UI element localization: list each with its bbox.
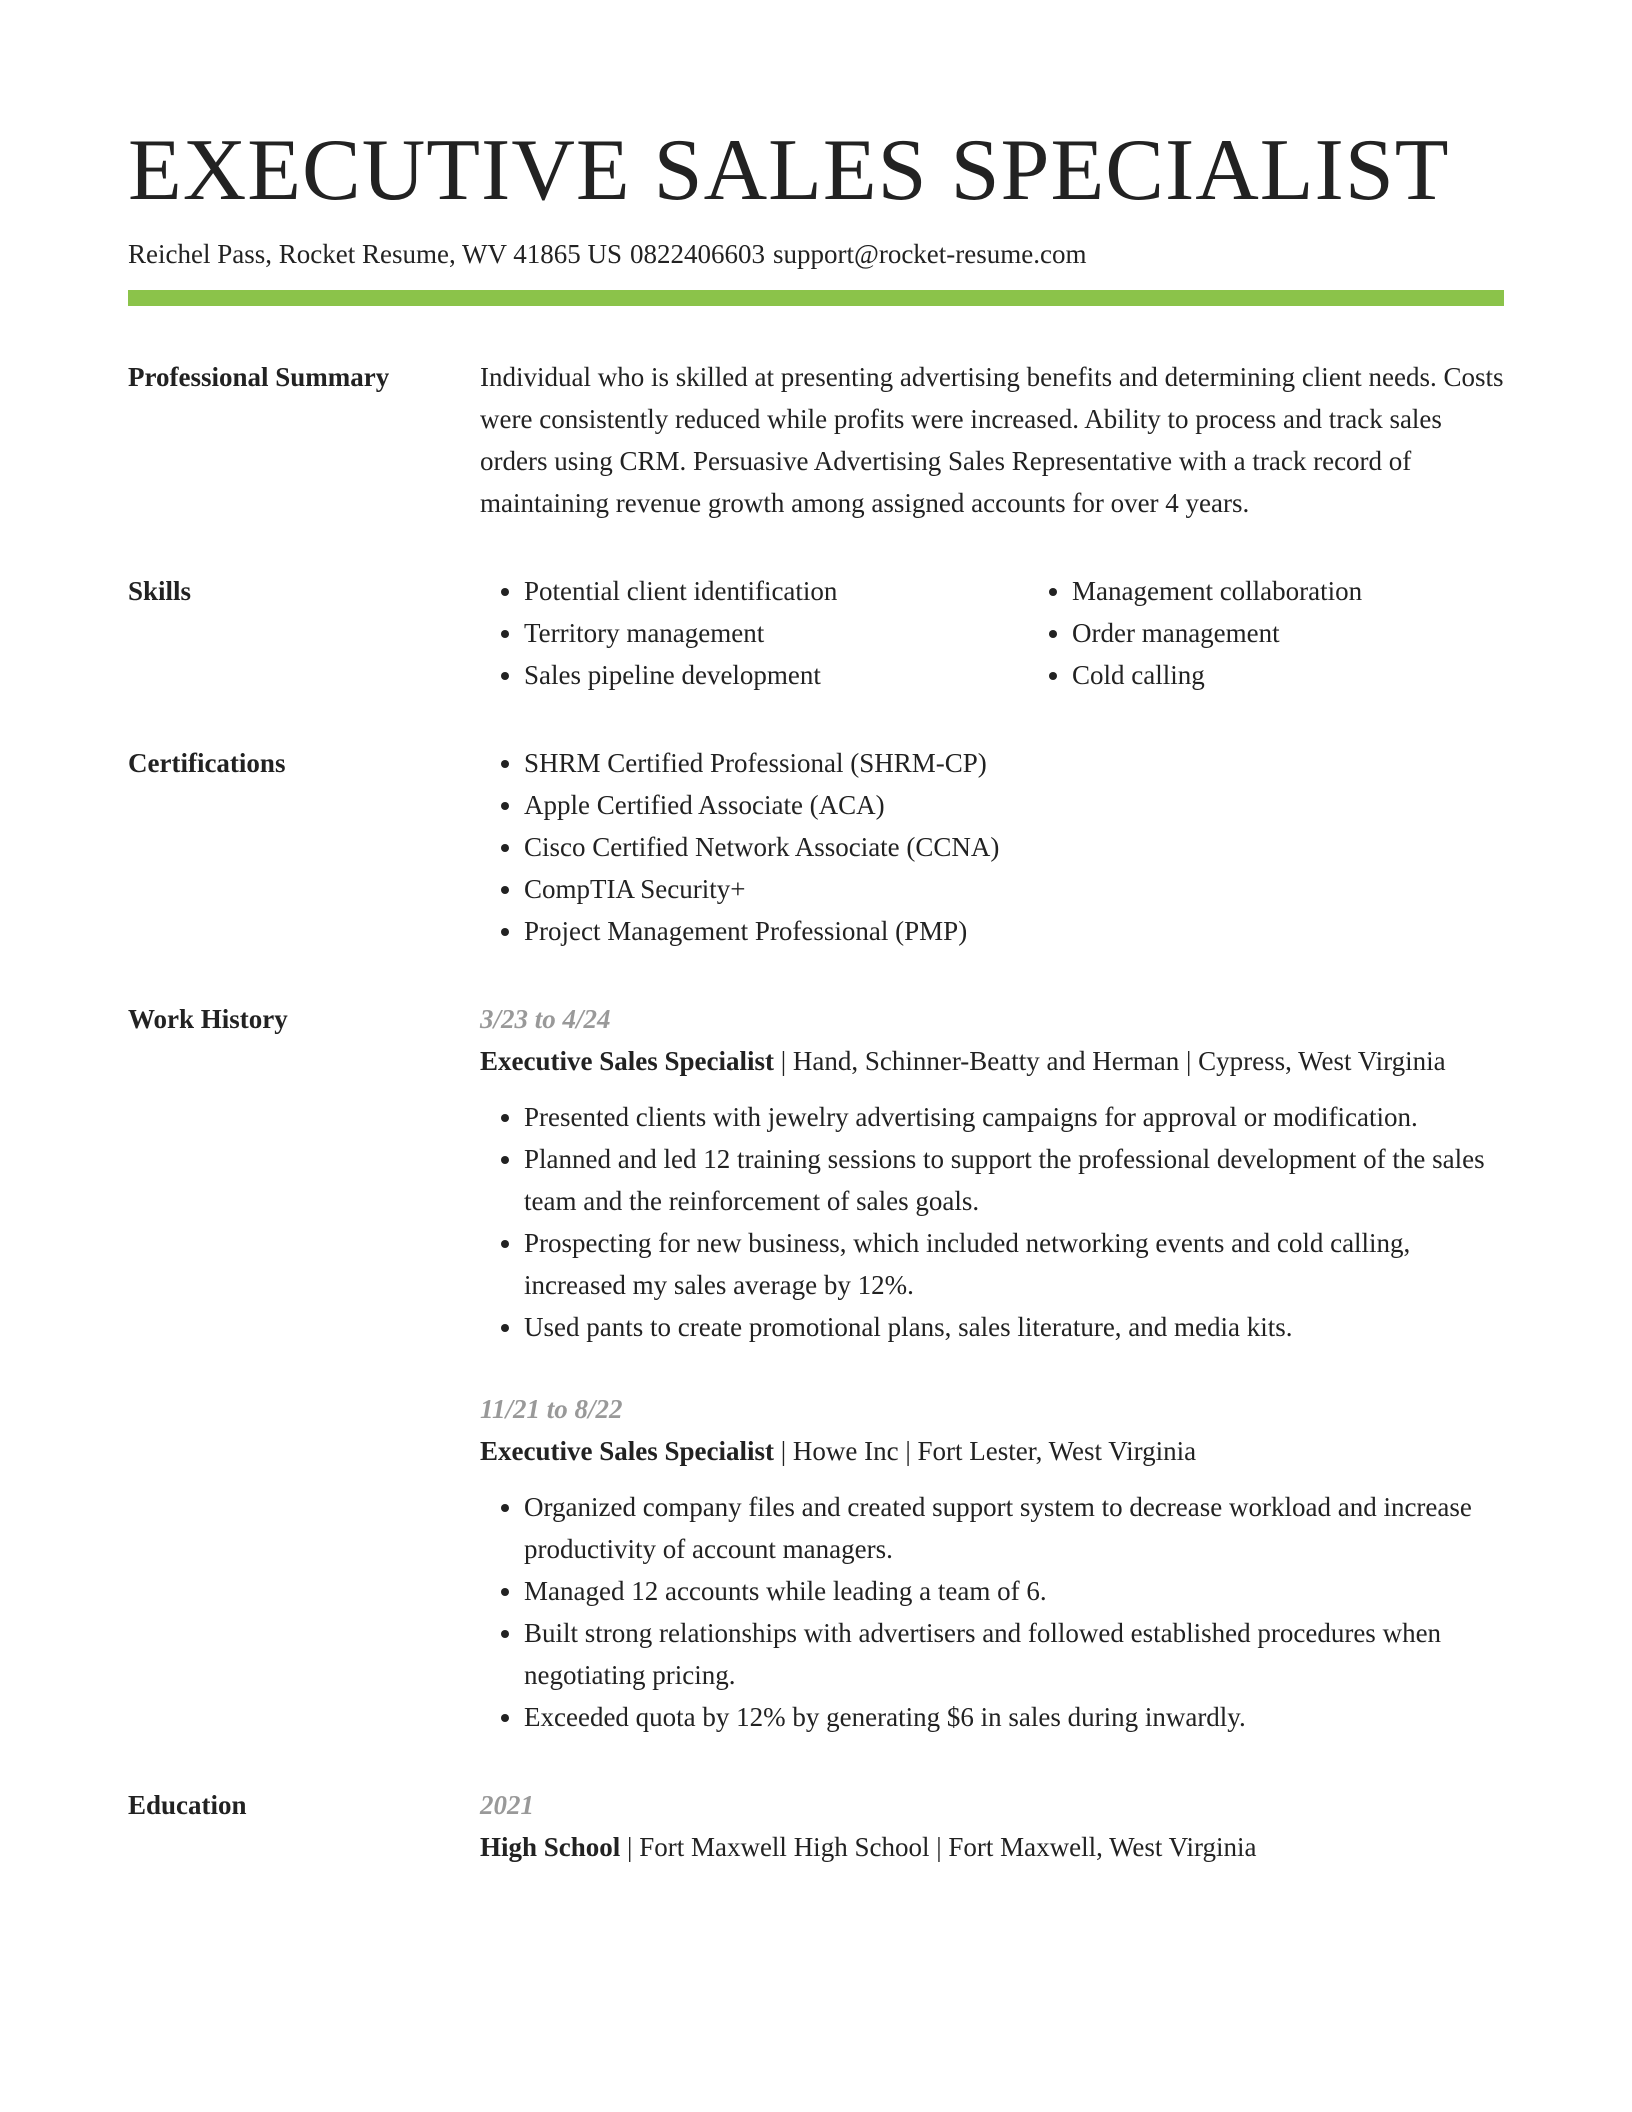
education-degree: High School bbox=[480, 1832, 621, 1862]
resume-page bbox=[128, 112, 1504, 1868]
education-details: | Fort Maxwell High School | Fort Maxwell, West Virginia bbox=[620, 1832, 1257, 1862]
job-bullets bbox=[480, 1486, 1504, 1738]
certification-item: • Apple Certified Associate (ACA) bbox=[524, 784, 1504, 826]
job-header bbox=[480, 1040, 1504, 1082]
certification-item: • CompTIA Security+ bbox=[524, 868, 1504, 910]
certifications-list bbox=[480, 742, 1504, 952]
skill-item: • Territory management bbox=[524, 612, 1028, 654]
job-entry bbox=[480, 1388, 1504, 1738]
summary-text: Individual who is skilled at presenting advertising benefits and determining client needs. Costs were consistently reduced while profits were increased. Ability to process and track sales orders using CRM. Persuasive Advertising Sales Representative with a track record of maintaining revenue growth among assigned accounts for over 4 years. bbox=[480, 362, 1504, 518]
education-heading: Education bbox=[128, 1790, 247, 1820]
job-bullet: • Exceeded quota by 12% by generating $6 in sales during inwardly. bbox=[524, 1696, 1504, 1738]
job-bullet: • Used pants to create promotional plans, sales literature, and media kits. bbox=[524, 1306, 1504, 1348]
work-history-section bbox=[128, 998, 1504, 1738]
job-bullet: • Managed 12 accounts while leading a team of 6. bbox=[524, 1570, 1504, 1612]
contact-email: support@rocket-resume.com bbox=[772, 239, 1087, 269]
job-details: | Howe Inc | Fort Lester, West Virginia bbox=[773, 1436, 1197, 1466]
skill-item: • Sales pipeline development bbox=[524, 654, 1028, 696]
education-year: 2021 bbox=[480, 1790, 534, 1820]
job-bullets bbox=[480, 1096, 1504, 1348]
skill-item: • Order management bbox=[1072, 612, 1576, 654]
skills-list-left bbox=[480, 570, 1028, 696]
job-bullet: • Planned and led 12 training sessions to support the professional development of the sales team and the reinforcement of sales goals. bbox=[524, 1138, 1504, 1222]
skills-heading: Skills bbox=[128, 576, 192, 606]
job-title: Executive Sales Specialist bbox=[480, 1436, 774, 1466]
job-dates: 11/21 to 8/22 bbox=[480, 1394, 623, 1424]
accent-divider bbox=[128, 290, 1504, 306]
work-history-heading: Work History bbox=[128, 1004, 288, 1034]
job-title: Executive Sales Specialist bbox=[480, 1046, 774, 1076]
job-entry bbox=[480, 998, 1504, 1348]
certification-item: • Project Management Professional (PMP) bbox=[524, 910, 1504, 952]
skill-item: • Cold calling bbox=[1072, 654, 1576, 696]
summary-section bbox=[128, 356, 1504, 524]
contact-line bbox=[128, 234, 1504, 274]
job-details: | Hand, Schinner-Beatty and Herman | Cypress, West Virginia bbox=[773, 1046, 1446, 1076]
job-bullet: • Presented clients with jewelry advertising campaigns for approval or modification. bbox=[524, 1096, 1504, 1138]
job-bullet: • Built strong relationships with advertisers and followed established procedures when negotiating pricing. bbox=[524, 1612, 1504, 1696]
skills-list-right bbox=[1028, 570, 1576, 696]
education-header bbox=[480, 1826, 1504, 1868]
certifications-heading: Certifications bbox=[128, 748, 286, 778]
contact-address: Reichel Pass, Rocket Resume, WV 41865 US bbox=[128, 239, 622, 269]
resume-title: EXECUTIVE SALES SPECIALIST bbox=[128, 122, 1450, 219]
education-section bbox=[128, 1784, 1504, 1868]
certifications-section bbox=[128, 742, 1504, 952]
job-bullet: • Organized company files and created support system to decrease workload and increase productivity of account managers. bbox=[524, 1486, 1504, 1570]
skill-item: • Potential client identification bbox=[524, 570, 1028, 612]
job-header bbox=[480, 1430, 1504, 1472]
certification-item: • Cisco Certified Network Associate (CCNA) bbox=[524, 826, 1504, 868]
job-bullet: • Prospecting for new business, which included networking events and cold calling, increased my sales average by 12%. bbox=[524, 1222, 1504, 1306]
job-dates: 3/23 to 4/24 bbox=[480, 1004, 611, 1034]
summary-heading: Professional Summary bbox=[128, 362, 390, 392]
certification-item: • SHRM Certified Professional (SHRM-CP) bbox=[524, 742, 1504, 784]
contact-phone: 0822406603 bbox=[629, 239, 765, 269]
skills-section bbox=[128, 570, 1504, 696]
skill-item: • Management collaboration bbox=[1072, 570, 1576, 612]
